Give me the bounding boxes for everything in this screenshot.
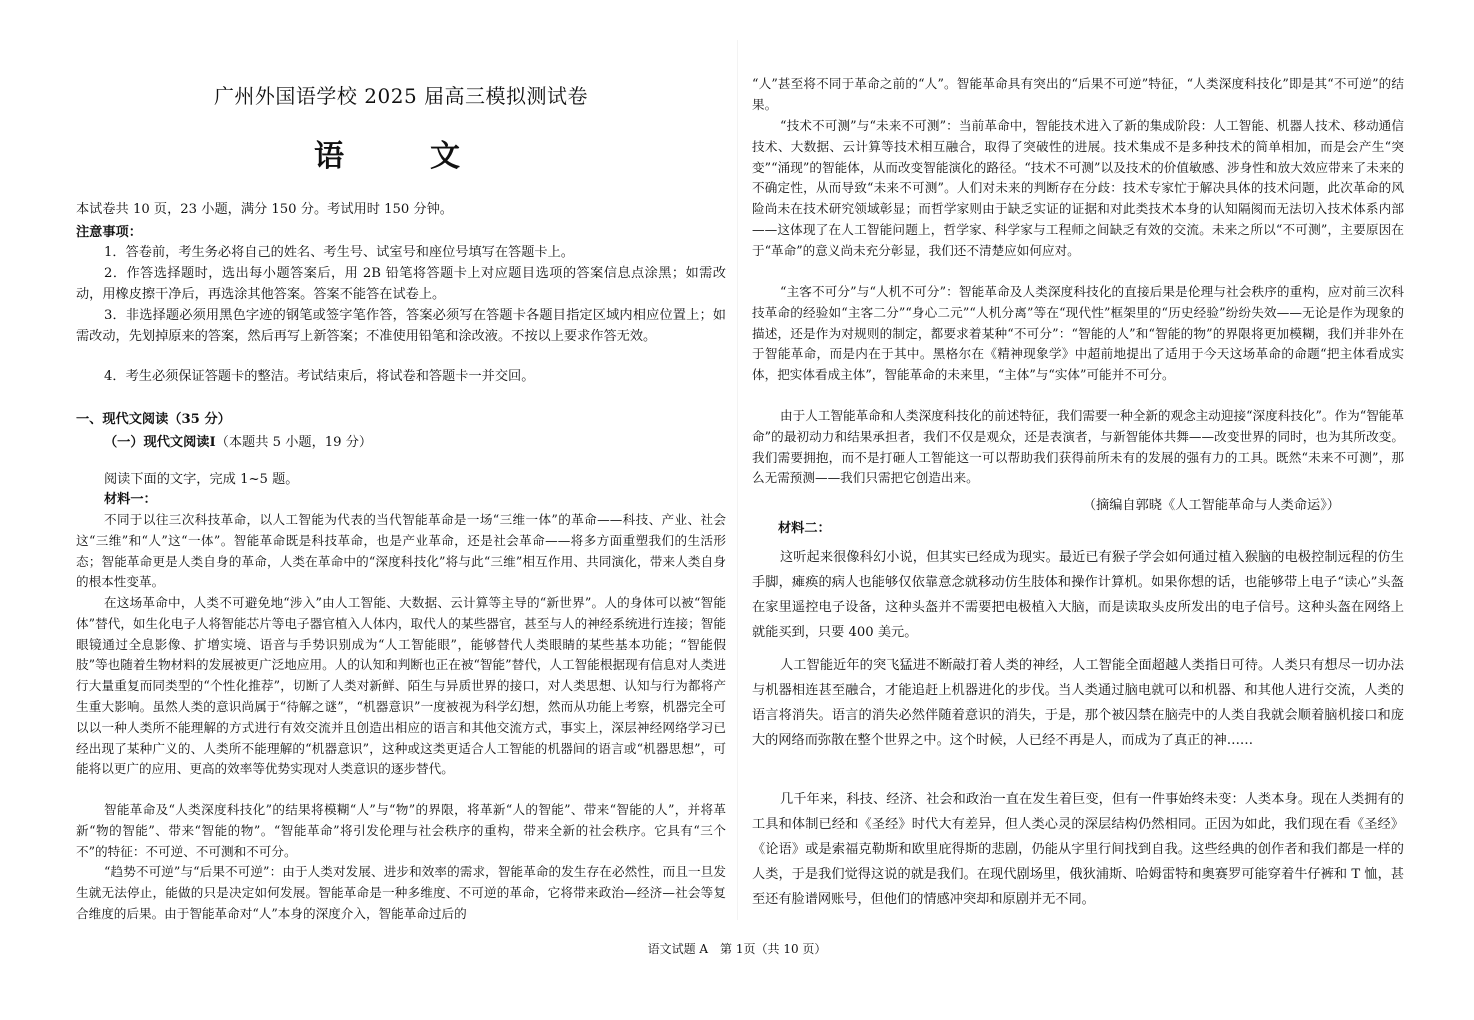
exam-intro: 本试卷共 10 页，23 小题，满分 150 分。考试用时 150 分钟。 [76, 202, 453, 217]
note-item: 2．作答选择题时，选出每小题答案后，用 2B 铅笔将答题卡上对应题目选项的答案信息点涂黑；如需改动，用橡皮擦干净后，再选涂其他答案。答案不能答在试卷上。 [76, 266, 726, 302]
section-heading: 一、现代文阅读（35 分） [76, 412, 231, 427]
column-divider [737, 40, 738, 920]
subject-title: 语 文 [314, 139, 488, 174]
material1-label: 材料一： [104, 492, 157, 507]
subsection-heading-detail: （本题共 5 小题，19 分） [215, 435, 373, 450]
material1-paragraph: “技术不可测”与“未来不可测”：当前革命中，智能技术进入了新的集成阶段：人工智能、机器人技术、移动通信技术、大数据、云计算等技术相互融合，取得了突破性的进展。技术集成不是多种技术的简单相加，而是会产生“突变”“涌现”的智能体，从而改变智能演化的路径。“技术不可测”以及技术的价值敏感、涉身性和放大效应带来了未来的不确定性，从而导致“未来不可测”。人们对未来的判断存在分歧：技术专家忙于解决具体的技术问题，此次革命的风险尚未在技术研究领域彰显；而哲学家则由于缺乏实证的证据和对此类技术本身的认知隔阂而无法切入技术体系内部——这体现了在人工智能问题上，哲学家、科学家与工程师之间缺乏有效的交流。未来之所以“不可测”，主要原因在于“革命”的意义尚未充分彰显，我们还不清楚应如何应对。 [752, 118, 1404, 258]
notes-heading: 注意事项： [76, 225, 142, 240]
material1-paragraph: 在这场革命中，人类不可避免地“涉入”由人工智能、大数据、云计算等主导的“新世界”。人的身体可以被“智能体”替代，如生化电子人将智能芯片等电子器官植入人体内，取代人的某些器官，甚至与人的神经系统进行连接；智能眼镜通过全息影像、扩增实境、语音与手势识别成为“人工智能眼”，能够替代人类眼睛的某些基本功能；“智能假肢”等也随着生物材料的发展被更广泛地应用。人的认知和判断也正在被“智能”替代，人工智能根据现有信息对人类进行大量重复而同类型的“个性化推荐”，切断了人类对新鲜、陌生与异质世界的接口，对人类思想、认知与行为都将产生重大影响。虽然人类的意识尚属于“待解之谜”，“机器意识”一度被视为科学幻想，然而从功能上考察，机器完全可以以一种人类所不能理解的方式进行有效交流并且创造出相应的语言和其他交流方式，事实上，深层神经网络学习已经出现了某种广义的、人类所不能理解的“机器意识”，这种或这类更适合人工智能的机器间的语言或“机器思想”，可能将以更广的应用、更高的效率等优势实现对人类意识的逐步替代。 [76, 595, 726, 777]
material1-paragraph: “主客不可分”与“人机不可分”：智能革命及人类深度科技化的直接后果是伦理与社会秩序的重构，应对前三次科技革命的经验如“主客二分”“身心二元”“人机分离”等在“现代性”框架里的“历史经验”纷纷失效——无论是作为现象的描述，还是作为对规则的制定，都要求着某种“不可分”：“智能的人”和“智能的物”的界限将更加模糊，我们并非外在于智能革命，而是内在于其中。黑格尔在《精神现象学》中超前地提出了适用于今天这场革命的命题“把主体看成实体，把实体看成主体”，智能革命的未来里，“主体”与“实体”可能并不可分。 [752, 284, 1404, 383]
material2-paragraph: 这听起来很像科幻小说，但其实已经成为现实。最近已有猴子学会如何通过植入猴脑的电极控制远程的仿生手脚，瘫痪的病人也能够仅依靠意念就移动仿生肢体和操作计算机。如果你想的话，也能够带上电子“读心”头盔在家里遥控电子设备，这种头盔并不需要把电极植入大脑，而是读取头皮所发出的电子信号。这种头盔在网络上就能买到，只要 400 美元。 [752, 550, 1404, 640]
material1-paragraph: “人”甚至将不同于革命之前的“人”。智能革命具有突出的“后果不可逆”特征，“人类深度科技化”即是其“不可逆”的结果。 [752, 76, 1404, 112]
note-item: 1．答卷前，考生务必将自己的姓名、考生号、试室号和座位号填写在答题卡上。 [104, 245, 574, 260]
material2-label: 材料二： [778, 521, 831, 536]
note-item: 4．考生必须保证答题卡的整洁。考试结束后，将试卷和答题卡一并交回。 [104, 369, 535, 384]
subsection-heading [104, 432, 724, 453]
note-item: 3．非选择题必须用黑色字迹的钢笔或签字笔作答，答案必须写在答题卡各题目指定区域内相应位置上；如需改动，先划掉原来的答案，然后再写上新答案；不准使用铅笔和涂改液。不按以上要求作答无效。 [76, 308, 726, 344]
reading-instruction: 阅读下面的文字，完成 1~5 题。 [104, 472, 299, 487]
material1-source: （摘编自郭晓《人工智能革命与人类命运》） [1082, 498, 1340, 513]
material1-paragraph: “趋势不可逆”与“后果不可逆”：由于人类对发展、进步和效率的需求，智能革命的发生存在必然性，而且一旦发生就无法停止，能做的只是决定如何发展。智能革命是一种多维度、不可逆的革命，它将带来政治—经济—社会等复合维度的后果。由于智能革命对“人”本身的深度介入，智能革命过后的 [76, 864, 726, 921]
material1-paragraph: 智能革命及“人类深度科技化”的结果将模糊“人”与“物”的界限，将革新“人的智能”、带来“智能的人”，并将革新“物的智能”、带来“智能的物”。“智能革命”将引发伦理与社会秩序的重构，带来全新的社会秩序。它具有“三个不”的特征：不可逆、不可测和不可分。 [76, 802, 726, 859]
material2-paragraph: 人工智能近年的突飞猛进不断敲打着人类的神经，人工智能全面超越人类指日可待。人类只有想尽一切办法与机器相连甚至融合，才能追赶上机器进化的步伐。当人类通过脑电就可以和机器、和其他人进行交流，人类的语言将消失。语言的消失必然伴随着意识的消失，于是，那个被囚禁在脑壳中的人类自我就会顺着脑机接口和庞大的网络而弥散在整个世界之中。这个时候，人已经不再是人，而成为了真正的神…… [752, 658, 1404, 748]
page-footer: 语文试题 A 第 1页（共 10 页） [647, 942, 827, 956]
exam-title: 广州外国语学校 2025 届高三模拟测试卷 [213, 84, 589, 108]
material2-paragraph: 几千年来，科技、经济、社会和政治一直在发生着巨变，但有一件事始终未变：人类本身。现在人类拥有的工具和体制已经和《圣经》时代大有差异，但人类心灵的深层结构仍然相同。正因为如此，我们现在看《圣经》《论语》或是索福克勒斯和欧里庇得斯的悲剧，仍能从字里行间找到自我。这些经典的创作者和我们都是一样的人类，于是我们觉得这说的就是我们。在现代剧场里，俄狄浦斯、哈姆雷特和奥赛罗可能穿着牛仔裤和 T 恤，甚至还有脸谱网账号，但他们的情感冲突却和原剧并无不同。 [752, 792, 1404, 907]
material1-paragraph: 不同于以往三次科技革命，以人工智能为代表的当代智能革命是一场“三维一体”的革命——科技、产业、社会这“三维”和“人”这“一体”。智能革命既是科技革命，也是产业革命，还是社会革命——将多方面重塑我们的生活形态；智能革命更是人类自身的革命，人类在革命中的“深度科技化”将与此“三维”相互作用、共同演化，带来人类自身的根本性变革。 [76, 512, 726, 590]
material1-paragraph: 由于人工智能革命和人类深度科技化的前述特征，我们需要一种全新的观念主动迎接“深度科技化”。作为“智能革命”的最初动力和结果承担者，我们不仅是观众，还是表演者，与新智能体共舞——改变世界的同时，也为其所改变。我们需要拥抱，而不是打砸人工智能这一可以帮助我们获得前所未有的发展的强有力的工具。既然“未来不可测”，那么无需预测——我们只需把它创造出来。 [752, 408, 1404, 486]
subsection-heading-bold: （一）现代文阅读Ⅰ [104, 435, 216, 450]
